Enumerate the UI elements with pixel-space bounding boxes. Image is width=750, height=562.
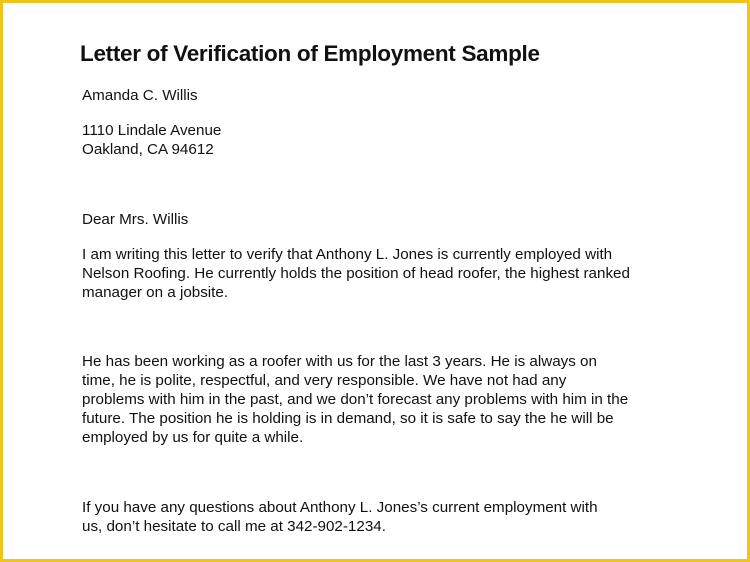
paragraph-line: us, don’t hesitate to call me at 342-902-1234. [82, 518, 386, 535]
paragraph-line: He has been working as a roofer with us for the last 3 years. He is always on [82, 353, 597, 370]
paragraph-contact [82, 498, 682, 536]
document-title: Letter of Verification of Employment Sample [80, 41, 540, 66]
paragraph-line: I am writing this letter to verify that Anthony L. Jones is currently employed with [82, 246, 613, 263]
paragraph-line: problems with him in the past, and we don’t forecast any problems with him in the [82, 391, 629, 408]
address-line-2: Oakland, CA 94612 [82, 141, 214, 158]
recipient-name: Amanda C. Willis [82, 87, 198, 104]
salutation: Dear Mrs. Willis [82, 211, 189, 228]
paragraph-line: Nelson Roofing. He currently holds the position of head roofer, the highest ranked [82, 265, 630, 282]
paragraph-line: manager on a jobsite. [82, 284, 229, 301]
paragraph-line: future. The position he is holding is in demand, so it is safe to say the he will be [82, 410, 614, 427]
paragraph-work-history [82, 352, 682, 447]
paragraph-line: employed by us for quite a while. [82, 429, 304, 446]
paragraph-line: time, he is polite, respectful, and very responsible. We have not had any [82, 372, 567, 389]
address-line-1: 1110 Lindale Avenue [82, 122, 222, 139]
paragraph-verification [82, 245, 682, 302]
paragraph-line: If you have any questions about Anthony L. Jones’s current employment with [82, 499, 598, 516]
